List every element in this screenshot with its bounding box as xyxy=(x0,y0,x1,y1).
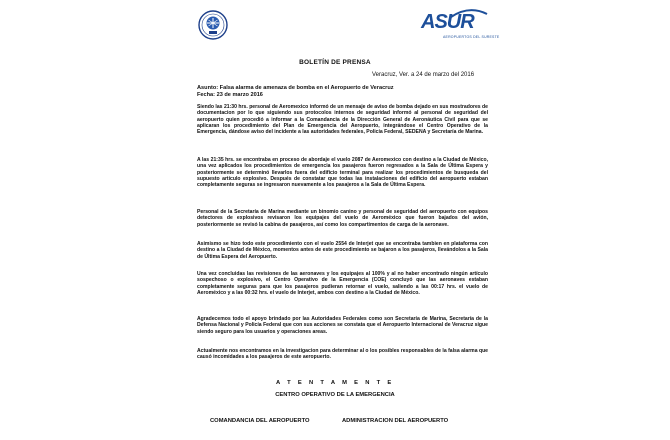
signature-left: COMANDANCIA DEL AEROPUERTO xyxy=(210,418,310,424)
paragraph-6: Agradecemos todo el apoyo brindado por las Autoridades Federales como son Secretaría de Marina, Secretaría de la Defensa Nacional y Policía Federal que con sus acciones se constata que el Aeropuerto Internacional de Veracruz sigue siendo seguro para los usuarios y operaciones areas. xyxy=(197,316,488,335)
signature-right: ADMINISTRACION DEL AEROPUERTO xyxy=(342,418,449,424)
paragraph-5: Una vez concluidas las revisiones de las aeronaves y los equipajes al 100% y al no haber encontrado ningún artículo sospechoso o explosivo, el Centro Operativo de la Emergencia (COE) concluyó que las aeronaves estaban completamente seguras para que los pasajeros pudieran retornar el vuelo, saliendo a las 00:17 hrs. el vuelo de Aeroméxico y a las 00:32 hrs. el vuelo de Interjet, ambos con destino a la Ciudad de México. xyxy=(197,271,488,296)
asur-logo xyxy=(421,11,500,46)
paragraph-7: Actualmente nos encontramos en la investigacion para determinar al o los posibles responsables de la falsa alarma que causó incomidades a los pasajeros de este aeropuerto. xyxy=(197,348,489,361)
dateline: Veracruz, Ver. a 24 de marzo del 2016 xyxy=(372,72,475,78)
asur-wordmark: ASUR xyxy=(421,11,474,33)
paragraph-2: A las 21:35 hrs. se encontraba en proceso de abordaje el vuelo 2087 de Aeromexico con destino a la Ciudad de México, una vez aplicados los procedimientos de emergencia los pasajeros fueron regresados a la Sala de Última Espera y posteriormente se determinó llevarlos fuera del edificio terminal para realizar los procedimientos de busqueda del supuesto artículo explosivo. Después de constatar que todas las instalaciones del edificio del aeropuerto estaban completamente seguras se ingresaron nuevamente a los pasajeros a la Sala de Última Espera. xyxy=(197,157,488,189)
document-title: BOLETÍN DE PRENSA xyxy=(299,59,371,66)
asur-subtitle: AEROPUERTOS DEL SURESTE xyxy=(443,35,500,39)
date-line: Fecha: 23 de marzo 2016 xyxy=(197,92,263,98)
closing-salutation: A T E N T A M E N T E xyxy=(275,380,395,386)
paragraph-3: Personal de la Secretaría de Marina mediante un binomio canino y personal de seguridad del aeropuerto con equipos detectores de explosivos revisaron los equipajes del vuelo de Aeroméxico que fueron bajados del avión, posteriormente se revisó la cabina de pasajeros, así como los compartimentos de carga de la aeronave. xyxy=(197,209,488,228)
subject-line: Asunto: Falsa alarma de amenaza de bomba en el Aeropuerto de Veracruz xyxy=(197,85,394,91)
paragraph-4: Asimismo se hizo todo este procedimiento con el vuelo 2554 de Interjet que se encontraba tambien en plataforma con destino a la Ciudad de México, momentos antes de este procedimiento se bajaron a los pasajeros, llevándolos a la Sala de Última Espera del Aeropuerto. xyxy=(197,241,488,260)
issuing-center: CENTRO OPERATIVO DE LA EMERGENCIA xyxy=(275,392,395,398)
paragraph-1: Siendo las 21:30 hrs. personal de Aeromexico informó de un mensaje de aviso de bomba dejado en sus mostradores de documentacion por lo que siguiendo sus protocolos internos de seguridad informó al personal de seguridad del aeropuerto quien procedió a informar a la Comandancia de la Dirección General de Aeronáutica Civil para que se aplicaran los procedimiento del Plan de Emergencia del Aeropuerto, integrándose el Centro Operativo de la Emergencia, dándose aviso del incidente a las autoridades federales, Policía Federal, SEDENA y Secretaría de Marina. xyxy=(197,104,488,136)
seal-logo-icon xyxy=(198,10,228,40)
